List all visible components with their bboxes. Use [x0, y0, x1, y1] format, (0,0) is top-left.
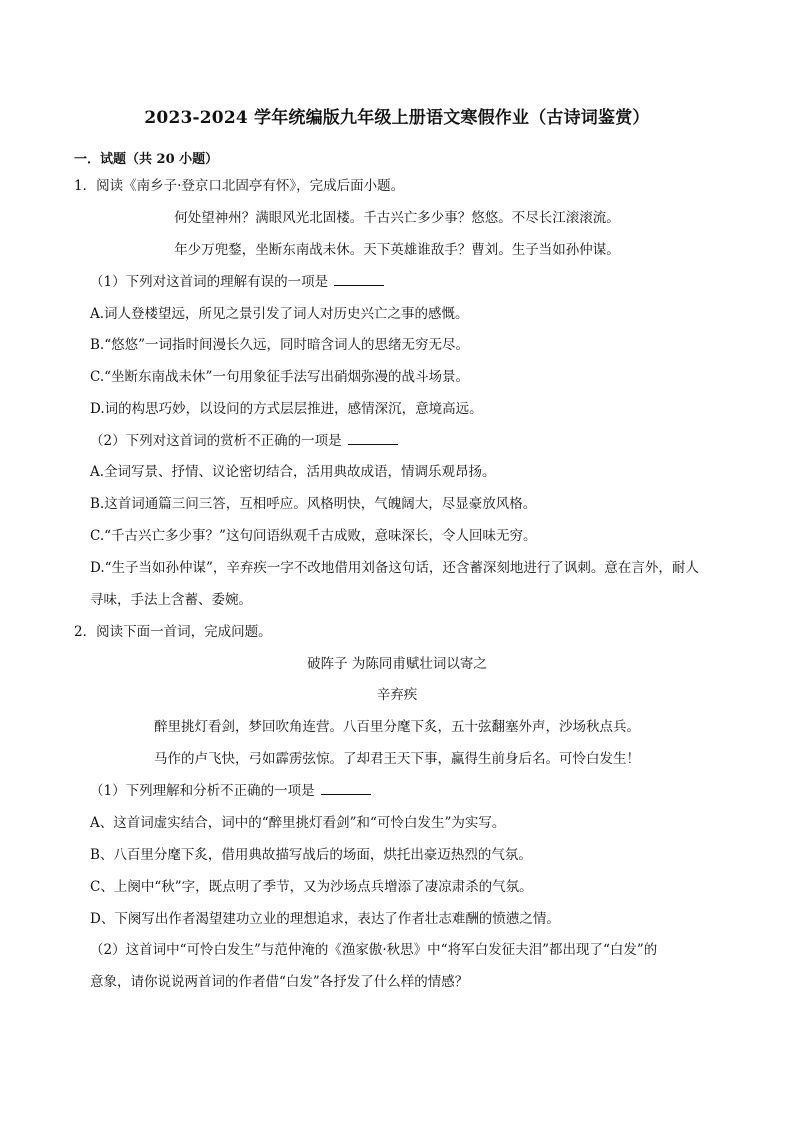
- q2-sub1-option-c: C、上阕中“秋”字，既点明了季节，又为沙场点兵增添了凄凉肃杀的气氛。: [90, 879, 533, 895]
- q1-sub2-option-d-line-1: D.“生子当如孙仲谋”，辛弃疾一字不改地借用刘备这句话，还含蓄深刻地进行了讽刺。意在言外，耐人: [90, 560, 699, 576]
- q1-poem-line-2: 年少万兜鍪，坐断东南战未休。天下英雄谁敌手？曹刘。生子当如孙仲谋。: [174, 242, 620, 258]
- q1-sub1-option-d: D.词的构思巧妙，以设问的方式层层推进，感情深沉，意境高远。: [90, 401, 483, 417]
- q1-sub1-option-c: C.“坐断东南战未休”一句用象征手法写出硝烟弥漫的战斗场景。: [90, 369, 469, 385]
- q1-sub1-option-b: B.“悠悠”一词指时间漫长久远，同时暗含词人的思绪无穷无尽。: [90, 337, 470, 353]
- q2-poem-line-1: 醉里挑灯看剑，梦回吹角连营。八百里分麾下炙，五十弦翻塞外声，沙场秋点兵。: [154, 719, 640, 735]
- q1-sub2: [90, 431, 398, 451]
- q2-sub1-option-a: A、这首词虚实结合，词中的“醉里挑灯看剑”和“可怜白发生”为实写。: [90, 815, 506, 831]
- q2-sub1: [90, 781, 371, 801]
- q1-sub1-text: （1）下列对这首词的理解有误的一项是: [90, 274, 329, 290]
- q1-sub1-option-a: A.词人登楼望远，所见之景引发了词人对历史兴亡之事的感慨。: [90, 306, 469, 322]
- q1-sub2-option-c: C.“千古兴亡多少事？”这句问语纵观千古成败，意味深长，令人回味无穷。: [90, 528, 537, 544]
- q1-poem-line-1: 何处望神州？满眼风光北固楼。千古兴亡多少事？悠悠。不尽长江滚滚流。: [174, 210, 620, 226]
- q2-intro: 2．阅读下面一首词，完成问题。: [74, 624, 272, 640]
- q1-sub2-option-b: B.这首词通篇三问三答，互相呼应。风格明快，气魄阔大，尽显豪放风格。: [90, 496, 537, 512]
- q2-poem-line-2: 马作的卢飞快，弓如霹雳弦惊。了却君王天下事，赢得生前身后名。可怜白发生！: [154, 751, 640, 767]
- q2-poem-title: 破阵子 为陈同甫赋壮词以寄之: [307, 656, 487, 672]
- section-heading: 一．试题（共 20 小题）: [74, 152, 219, 167]
- q2-sub1-answer-blank[interactable]: [321, 782, 371, 795]
- q2-sub2-line-2: 意象，请你说说两首词的作者借“白发”各抒发了什么样的情感？: [90, 974, 469, 990]
- q2-poem-author: 辛弃疾: [376, 687, 418, 703]
- q1-sub2-option-a: A.全词写景、抒情、议论密切结合，活用典故成语，情调乐观昂扬。: [90, 464, 496, 480]
- q1-sub1: [90, 272, 384, 292]
- q1-intro: 1．阅读《南乡子·登京口北固亭有怀》，完成后面小题。: [74, 178, 405, 194]
- q1-sub1-answer-blank[interactable]: [334, 273, 384, 286]
- q1-sub2-answer-blank[interactable]: [348, 432, 398, 445]
- page-title: 2023-2024 学年统编版九年级上册语文寒假作业（古诗词鉴赏）: [144, 108, 650, 128]
- q1-sub2-text: （2）下列对这首词的赏析不正确的一项是: [90, 433, 342, 449]
- q2-sub1-option-d: D、下阕写出作者渴望建功立业的理想追求，表达了作者壮志难酬的愤懑之情。: [90, 911, 560, 927]
- q2-sub2-line-1: （2）这首词中“可怜白发生”与范仲淹的《渔家傲·秋思》中“将军白发征夫泪”都出现了“白发”的: [90, 942, 658, 958]
- q1-sub2-option-d-line-2: 寻味，手法上含蓄、委婉。: [90, 592, 252, 608]
- q2-sub1-text: （1）下列理解和分析不正确的一项是: [90, 783, 315, 799]
- q2-sub1-option-b: B、八百里分麾下炙，借用典故描写战后的场面，烘托出豪迈热烈的气氛。: [90, 847, 532, 863]
